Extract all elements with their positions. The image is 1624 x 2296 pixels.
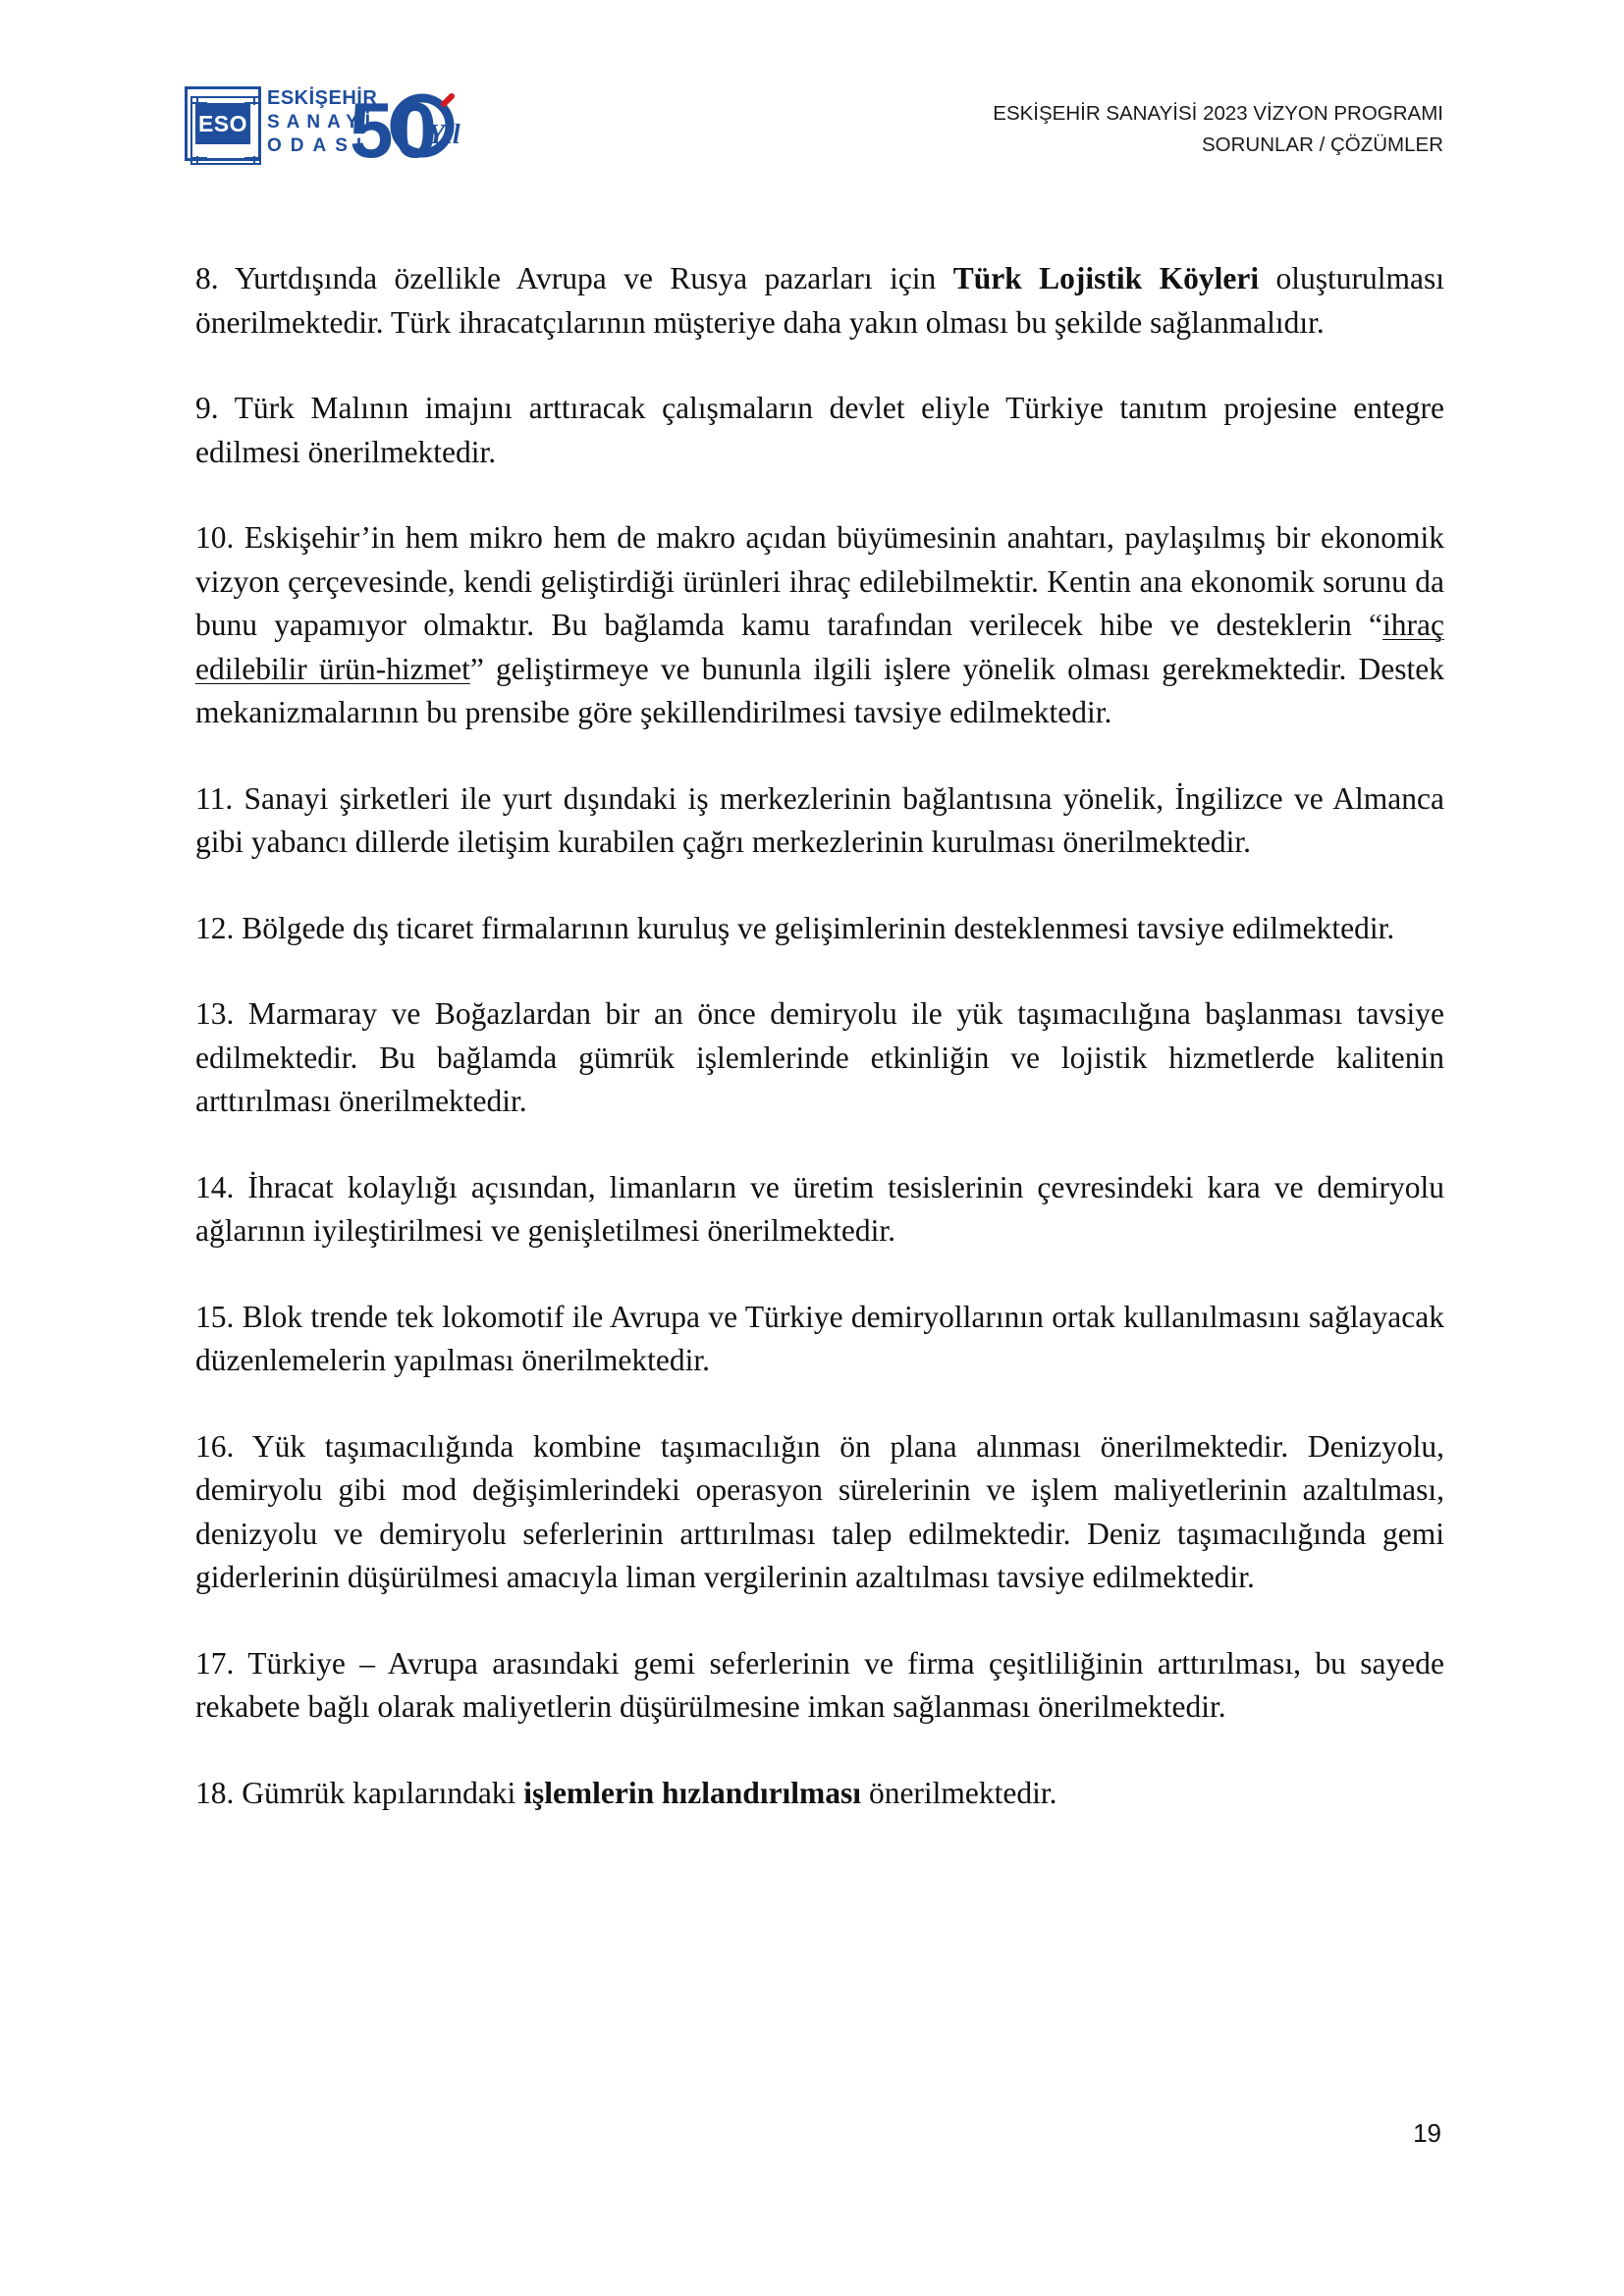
paragraph-text: 11. Sanayi şirketleri ile yurt dışındaki iş merkezlerinin bağlantısına yönelik, İngilizce ve Almanca gibi yabancı dillerde iletişim kurabilen çağrı merkezlerinin kurulması önerilmektedir. <box>195 780 1444 859</box>
bold-text: işlemlerin hızlandırılması <box>523 1775 862 1810</box>
paragraph-item <box>195 992 1444 1124</box>
page-number: 19 <box>1413 2118 1441 2148</box>
paragraph-text: 18. Gümrük kapılarındaki <box>195 1775 524 1810</box>
paragraph-text: ” geliştirmeye ve bununla ilgili işlere yönelik olması gerekmektedir. Destek mekanizmalarının bu prensibe göre şekillendirilmesi tavsiye edilmektedir. <box>195 651 1444 729</box>
paragraph-text: 17. Türkiye – Avrupa arasındaki gemi seferlerinin ve firma çeşitliliğinin arttırılması, bu sayede rekabete bağlı olarak maliyetlerin düşürülmesine imkan sağlanması önerilmektedir. <box>195 1645 1444 1724</box>
paragraph-text: oluşturulması önerilmektedir. Türk ihracatçılarının müşteriye daha yakın olması bu şekilde sağlanmalıdır. <box>195 261 1445 340</box>
paragraph-text: 14. İhracat kolaylığı açısından, limanların ve üretim tesislerinin çevresindeki kara ve demiryolu ağlarının iyileştirilmesi ve genişletilmesi önerilmektedir. <box>195 1169 1444 1248</box>
paragraph-text: 13. Marmaray ve Boğazlardan bir an önce demiryolu ile yük taşımacılığına başlanması tavsiye edilmektedir. Bu bağlamda gümrük işlemlerinde etkinliğin ve lojistik hizmetlerde kalitenin arttırılması önerilmektedir. <box>195 996 1444 1118</box>
paragraph-text: 12. Bölgede dış ticaret firmalarının kuruluş ve gelişimlerinin desteklenmesi tavsiye edilmektedir. <box>195 910 1395 945</box>
paragraph-item <box>195 516 1444 735</box>
paragraph-item <box>195 387 1444 474</box>
paragraph-item <box>195 257 1444 345</box>
anniversary-suffix: Yıl <box>428 120 460 150</box>
bold-text: Türk Lojistik Köyleri <box>952 261 1260 295</box>
document-header <box>993 98 1443 161</box>
paragraph-item <box>195 1772 1444 1816</box>
paragraph-text: 16. Yük taşımacılığında kombine taşımacılığın ön plana alınması önerilmektedir. Denizyolu, demiryolu gibi mod değişimlerindeki operasyon sürelerinin ve işlem maliyetlerinin azaltılması, denizyolu ve demiryolu seferlerinin arttırılması talep edilmektedir. Deniz taşımacılığında gemi giderlerinin düşürülmesi amacıyla liman vergilerinin azaltılması tavsiye edilmektedir. <box>195 1428 1444 1594</box>
underlined-text: ihraç edilebilir ürün-hizmet <box>195 608 1444 686</box>
paragraph-item <box>195 1642 1444 1730</box>
header-title-line-1: ESKİŞEHİR SANAYİSİ 2023 VİZYON PROGRAMI <box>993 102 1443 125</box>
paragraph-text: 9. Türk Malının imajını arttıracak çalışmaların devlet eliyle Türkiye tanıtım projesine entegre edilmesi önerilmektedir. <box>195 391 1444 469</box>
paragraph-text: 8. Yurtdışında özellikle Avrupa ve Rusya pazarları için <box>195 261 953 295</box>
logo-line-2: SANAYİ <box>267 112 378 133</box>
paragraph-item <box>195 1425 1444 1600</box>
paragraph-text: önerilmektedir. <box>861 1775 1057 1810</box>
paragraph-item <box>195 907 1444 951</box>
eso-logo-box <box>185 86 261 161</box>
paragraph-text: 15. Blok trende tek lokomotif ile Avrupa ve Türkiye demiryollarının ortak kullanılmasını sağlayacak düzenlemelerin yapılması önerilmektedir. <box>195 1299 1444 1377</box>
paragraph-text: 10. Eskişehir’in hem mikro hem de makro açıdan büyümesinin anahtarı, paylaşılmış bir ekonomik vizyon çerçevesinde, kendi geliştirdiği ürünleri ihraç edilebilmektir. Kentin ana ekonomik sorunu da bunu yapamıyor olmaktır. Bu bağlamda kamu tarafından verilecek hibe ve desteklerin “ <box>195 520 1444 642</box>
document-body <box>195 257 1444 1857</box>
eso-abbr: ESO <box>195 103 250 144</box>
logo-line-3: ODASI <box>267 135 371 156</box>
logo-line-1: ESKİŞEHİR <box>267 87 378 109</box>
anniversary-number: 50 <box>350 86 437 167</box>
paragraph-item <box>195 1166 1444 1254</box>
paragraph-item <box>195 777 1444 865</box>
header-title-line-2: SORUNLAR / ÇÖZÜMLER <box>1201 133 1443 156</box>
eso-50-year-logo <box>185 82 469 167</box>
paragraph-item <box>195 1296 1444 1383</box>
